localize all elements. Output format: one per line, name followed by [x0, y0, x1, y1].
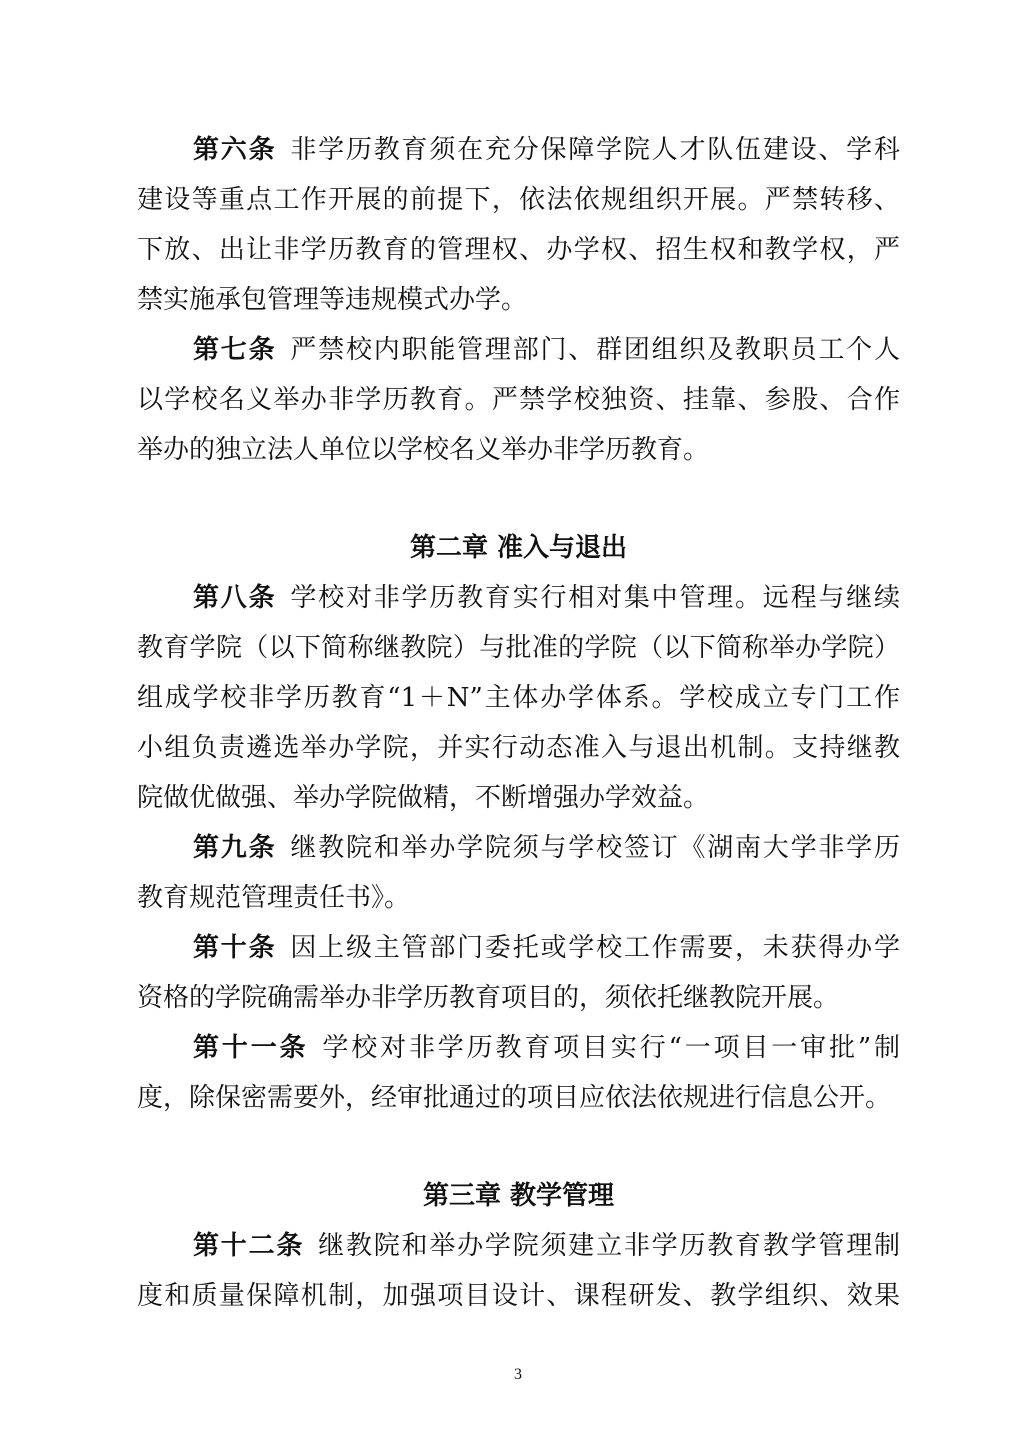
document-body [137, 125, 900, 1321]
article-number: 第九条 [193, 833, 277, 863]
paragraph-line [137, 1221, 900, 1271]
paragraph-line [137, 1073, 900, 1123]
line-text: 下放、出让非学历教育的管理权、办学权、招生权和教学权，严 [137, 235, 900, 265]
article-number: 第十条 [193, 933, 277, 963]
line-text: 举办的独立法人单位以学校名义举办非学历教育。 [137, 435, 710, 465]
line-text: 因上级主管部门委托或学校工作需要，未获得办学 [290, 933, 900, 963]
line-text: 学校对非学历教育实行相对集中管理。远程与继续 [290, 583, 900, 613]
line-text: 教育规范管理责任书》。 [137, 883, 411, 913]
article-paragraph [137, 923, 900, 1023]
line-text: 学校对非学历教育项目实行“一项目一审批”制 [322, 1033, 900, 1063]
paragraph-line [137, 673, 900, 723]
line-text: 建设等重点工作开展的前提下，依法依规组织开展。严禁转移、 [137, 185, 900, 215]
article-number: 第八条 [193, 583, 277, 613]
line-text: 继教院和举办学院须建立非学历教育教学管理制 [318, 1231, 900, 1261]
paragraph-line [137, 973, 900, 1023]
line-text: 继教院和举办学院须与学校签订《湖南大学非学历 [290, 833, 900, 863]
chapter-heading: 第二章 准入与退出 [409, 533, 628, 563]
paragraph-line [137, 823, 900, 873]
article-number: 第十一条 [193, 1033, 309, 1063]
line-text: 非学历教育须在充分保障学院人才队伍建设、学科 [290, 135, 900, 165]
line-text: 度和质量保障机制，加强项目设计、课程研发、教学组织、效果 [137, 1281, 900, 1311]
article-number: 第七条 [193, 335, 277, 365]
article-paragraph [137, 823, 900, 923]
chapter-heading: 第三章 教学管理 [422, 1181, 615, 1211]
line-text: 小组负责遴选举办学院，并实行动态准入与退出机制。支持继教 [137, 733, 900, 763]
paragraph-line [137, 425, 900, 475]
paragraph-line [137, 1023, 900, 1073]
line-text: 以学校名义举办非学历教育。严禁学校独资、挂靠、参股、合作 [137, 385, 900, 415]
paragraph-line [137, 723, 900, 773]
paragraph-line [137, 923, 900, 973]
paragraph-line [137, 125, 900, 175]
paragraph-line [137, 375, 900, 425]
paragraph-line [137, 325, 900, 375]
paragraph-line [137, 873, 900, 923]
article-paragraph [137, 125, 900, 325]
line-text: 组成学校非学历教育“1＋N”主体办学体系。学校成立专门工作 [137, 683, 900, 713]
article-paragraph [137, 325, 900, 475]
line-text: 度，除保密需要外，经审批通过的项目应依法依规进行信息公开。 [137, 1083, 892, 1113]
line-text: 禁实施承包管理等违规模式办学。 [137, 285, 528, 315]
article-paragraph [137, 1221, 900, 1321]
paragraph-line [137, 623, 900, 673]
paragraph-line [137, 573, 900, 623]
paragraph-line [137, 773, 900, 823]
paragraph-line [137, 225, 900, 275]
page-number: 3 [514, 1366, 522, 1383]
article-number: 第十二条 [193, 1231, 305, 1261]
paragraph-line [137, 175, 900, 225]
paragraph-line [137, 1271, 900, 1321]
article-paragraph [137, 573, 900, 823]
line-text: 资格的学院确需举办非学历教育项目的，须依托继教院开展。 [137, 983, 840, 1013]
line-text: 教育学院（以下简称继教院）与批准的学院（以下简称举办学院） [137, 633, 900, 663]
line-text: 院做优做强、举办学院做精，不断增强办学效益。 [137, 783, 710, 813]
paragraph-line [137, 275, 900, 325]
article-paragraph [137, 1023, 900, 1123]
line-text: 严禁校内职能管理部门、群团组织及教职员工个人 [290, 335, 900, 365]
article-number: 第六条 [193, 135, 277, 165]
